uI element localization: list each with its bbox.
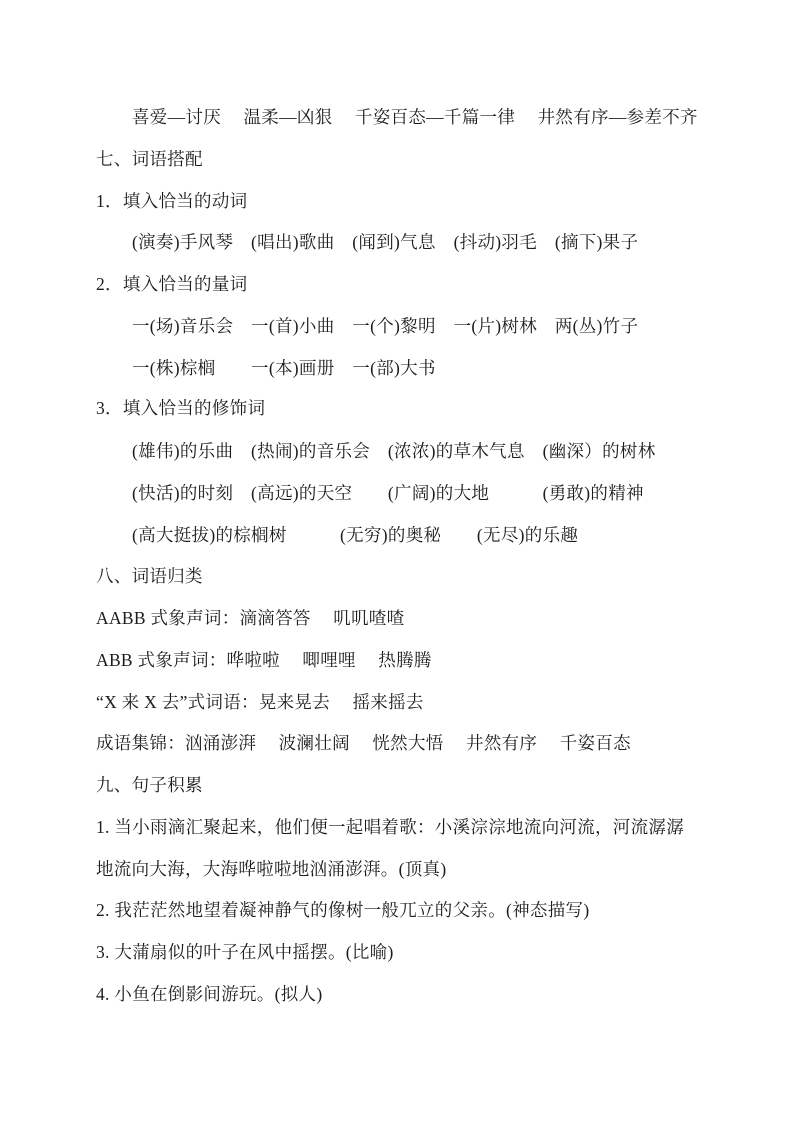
section7-item3-modifiers-line3: (高大挺拔)的棕榈树 (无穷)的奥秘 (无尽)的乐趣	[132, 525, 579, 545]
section9-heading: 九、句子积累	[96, 775, 203, 795]
section8-idiom-line: 成语集锦：汹涌澎湃 波澜壮阔 恍然大悟 井然有序 千姿百态	[96, 733, 631, 753]
section7-item3-title: 3．填入恰当的修饰词	[96, 398, 266, 418]
section7-item1-title: 1．填入恰当的动词	[96, 191, 248, 211]
section7-item2-measure-words-line2: 一(株)棕榈 一(本)画册 一(部)大书	[132, 358, 436, 378]
section9-sentence4: 4. 小鱼在倒影间游玩。(拟人)	[96, 984, 323, 1004]
section8-abb-line: ABB 式象声词：哗啦啦 唧哩哩 热腾腾	[96, 650, 432, 670]
section9-sentence3: 3. 大蒲扇似的叶子在风中摇摆。(比喻)	[96, 942, 394, 962]
antonyms-line: 喜爱—讨厌 温柔—凶狠 千姿百态—千篇一律 井然有序—参差不齐	[132, 107, 698, 127]
section7-item1-verbs-line: (演奏)手风琴 (唱出)歌曲 (闻到)气息 (抖动)羽毛 (摘下)果子	[132, 232, 639, 252]
section7-heading: 七、词语搭配	[96, 149, 203, 169]
section9-sentence1-line1: 1. 当小雨滴汇聚起来，他们便一起唱着歌：小溪淙淙地流向河流，河流潺潺	[96, 817, 684, 837]
section7-item2-title: 2．填入恰当的量词	[96, 274, 248, 294]
section7-item2-measure-words-line1: 一(场)音乐会 一(首)小曲 一(个)黎明 一(片)树林 两(丛)竹子	[132, 316, 639, 336]
section8-heading: 八、词语归类	[96, 566, 203, 586]
section8-x-lai-x-qu-line: “X 来 X 去”式词语：晃来晃去 摇来摇去	[96, 692, 424, 712]
section9-sentence1-line2: 地流向大海，大海哗啦啦地汹涌澎湃。(顶真)	[96, 859, 447, 879]
section9-sentence2: 2. 我茫茫然地望着凝神静气的像树一般兀立的父亲。(神态描写)	[96, 900, 590, 920]
section8-aabb-line: AABB 式象声词：滴滴答答 叽叽喳喳	[96, 608, 405, 628]
section7-item3-modifiers-line2: (快活)的时刻 (高远)的天空 (广阔)的大地 (勇敢)的精神	[132, 483, 644, 503]
section7-item3-modifiers-line1: (雄伟)的乐曲 (热闹)的音乐会 (浓浓)的草木气息 (幽深）的树林	[132, 441, 656, 461]
